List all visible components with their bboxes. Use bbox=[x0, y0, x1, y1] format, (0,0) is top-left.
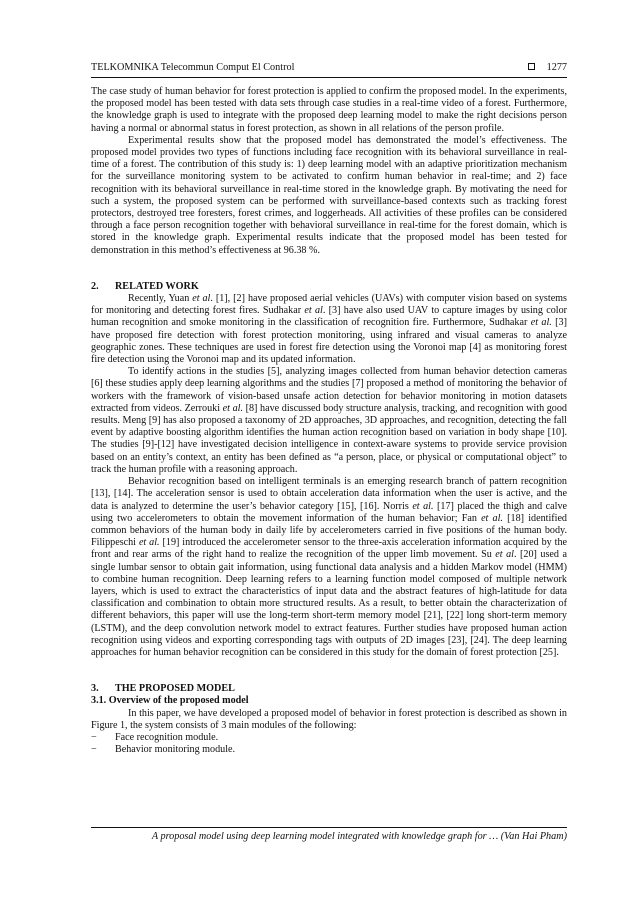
page-number: 1277 bbox=[546, 62, 567, 73]
subsection-3-1-heading: 3.1. Overview of the proposed model bbox=[91, 695, 249, 707]
list-item: − Face recognition module. bbox=[91, 731, 219, 743]
section-2-title: RELATED WORK bbox=[115, 280, 199, 292]
square-bullet-icon bbox=[528, 63, 535, 70]
running-header bbox=[91, 61, 567, 74]
intro-paragraph-1: The case study of human behavior for forest protection is applied to confirm the proposed model. In the experiments, the proposed model has been tested with data sets through case studies in a real-time video of a forest. Furthermore, the knowledge graph is used to integrate with the proposed deep learning model to make the right decisions person having a normal or abnormal status in forest protection, as shown in all relations of the person profile. bbox=[91, 86, 567, 134]
journal-name: TELKOMNIKA Telecommun Comput El Control bbox=[91, 62, 295, 73]
related-work-paragraph-3: Behavior recognition based on intelligent terminals is an emerging research branch of pattern recognition [13], [14]. The acceleration sensor is used to obtain acceleration data information when the user is active, and the data is analyzed to determine the user’s behavior category [15], [16]. Norris et al. [17] placed the thigh and calve using two accelerometers to obtain the movement information of the human behavior; Fan et al. [18] identified common behaviors of the human body in daily life by accelerometers carried in five positions of the human body. Filippeschi et al. [19] introduced the accelerometer sensor to the three-axis acceleration information acquired by the front and rear arms of the right hand to realize the recognition of the upper limb movement. Su et al. [20] used a single lumbar sensor to obtain gait information, using functional data analysis and a hidden Markov model (HMM) to combine human recognition. Deep learning refers to a learning function model composed of multiple network layers, which is used to extract the characteristics of input data and the abstract features of high-latitude for data classification and combination to obtain more structured results. As a result, to better obtain the characterization of different behaviors, this paper will use the long-term short-term memory model [21], [22] long short-term memory (LSTM), and the deep convolution network model to extract features. Further studies have proposed human action recognition using videos and exporting corresponding tags with outputs of 2D images [23], [24]. The deep learning approaches for human behavior recognition can be considered in this study for the domain of forest protection [25]. bbox=[91, 476, 568, 658]
running-footer: A proposal model using deep learning model integrated with knowledge graph for … (Van Hai Pham) bbox=[151, 831, 567, 842]
header-rule bbox=[91, 77, 567, 78]
header-right bbox=[528, 61, 567, 74]
list-bullet: − bbox=[91, 744, 97, 756]
footer-rule bbox=[91, 827, 567, 828]
list-bullet: − bbox=[91, 731, 97, 743]
section-3-number: 3. bbox=[91, 683, 99, 695]
list-item: − Behavior monitoring module. bbox=[91, 744, 236, 756]
section-2-number: 2. bbox=[91, 280, 99, 292]
section-3-title: THE PROPOSED MODEL bbox=[115, 683, 235, 695]
section-3-heading bbox=[91, 683, 567, 695]
body-text bbox=[91, 86, 567, 756]
proposed-model-paragraph-1: In this paper, we have developed a proposed model of behavior in forest protection is described as shown in Figure 1, the system consists of 3 main modules of the following: bbox=[91, 707, 567, 731]
section-2-heading bbox=[91, 281, 567, 293]
related-work-paragraph-2: To identify actions in the studies [5], analyzing images collected from human behavior detection cameras [6] these studies apply deep learning algorithms and the studies [7] proposed a method of monitoring the behavior of workers with the framework of vision-based unsafe action detection for behavior monitoring in motion datasets extracted from videos. Zerrouki et al. [8] have discussed body structure analysis, tracking, and recognition with good results. Meng [9] has also proposed a taxonomy of 2D approaches, 3D approaches, and recognition, detecting the fall event by adaptive boosting algorithm identifies the human action recognition based on variation in body shape [10]. The studies [9]-[12] have investigated decision intelligence in context-aware systems to provide service provision based on an entity’s context, an entity has been defined as “a person, place, or physical or computational object” to track the human profile with a reasoning approach. bbox=[91, 366, 567, 475]
intro-paragraph-2: Experimental results show that the proposed model has demonstrated the model’s effectiveness. The proposed model provides two types of functions including face recognition with its behavioral surveillance in real-time of a forest. The contribution of this study is: 1) deep learning model with an adaptive prioritization mechanism for the surveillance monitoring system to be activated to confirm human behavior in real-time; and 2) face recognition with its behavioral surveillance in real-time stored in the knowledge graph. By motivating the need for such a system, the proposed system can be performed with surveillance-based contexts such as tracking forest protectors, destroyed tree foresters, forest crimes, and loggerheads. All activities of these profiles can be considered through a face person recognition together with behavioral surveillance in real-time for the forest domain, which is stored in the knowledge graph. Experimental results indicate that the proposed model has been tested for demonstration in this method’s effectiveness at 96.38 %. bbox=[91, 134, 567, 256]
related-work-paragraph-1: Recently, Yuan et al. [1], [2] have proposed aerial vehicles (UAVs) with computer vision based on systems for monitoring and detecting forest fires. Sudhakar et al. [3] have also used UAV to capture images by using color human recognition and smoke monitoring in the classification of recognition fire. Furthermore, Sudhakar et al. [3] have proposed fire detection with forest protection monitoring, using infrared and visual cameras to analyze geographic zones. These techniques are used in forest fire detection using the Voronoi map [4] as monitoring forest fire detection using the Voronoi map and its updated information. bbox=[91, 293, 568, 366]
